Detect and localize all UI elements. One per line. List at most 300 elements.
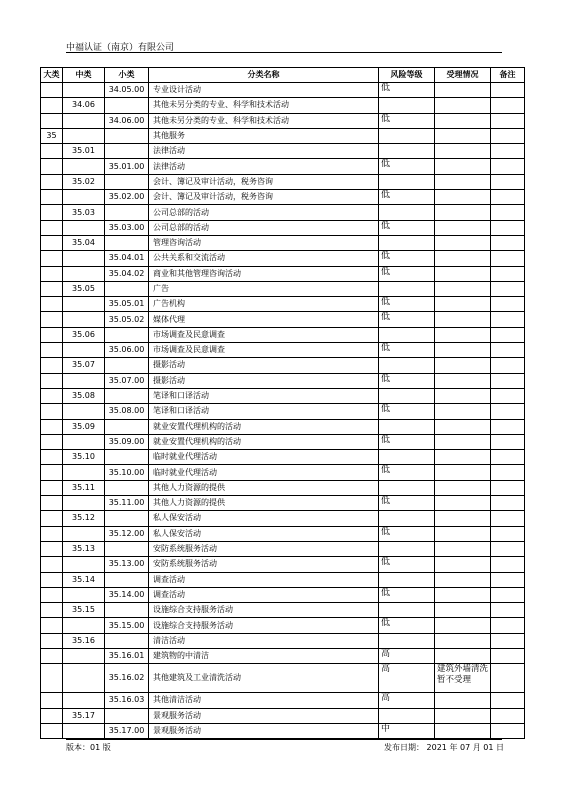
cell-minor-class: 34.06.00 bbox=[105, 113, 149, 128]
cell-major-class bbox=[41, 373, 63, 388]
column-header-risk: 风险等级 bbox=[379, 68, 435, 83]
cell-class-name: 其他未另分类的专业、科学和技术活动 bbox=[149, 113, 379, 128]
column-header-note: 备注 bbox=[491, 68, 525, 83]
cell-mid-class bbox=[63, 266, 105, 281]
cell-remark bbox=[491, 648, 525, 663]
cell-major-class bbox=[41, 693, 63, 708]
cell-mid-class bbox=[63, 297, 105, 312]
cell-major-class bbox=[41, 312, 63, 327]
cell-major-class bbox=[41, 419, 63, 434]
cell-risk-level bbox=[379, 450, 435, 465]
cell-mid-class bbox=[63, 587, 105, 602]
cell-acceptance-status bbox=[435, 159, 491, 174]
cell-risk-level bbox=[379, 358, 435, 373]
cell-major-class bbox=[41, 450, 63, 465]
cell-class-name: 调查活动 bbox=[149, 572, 379, 587]
cell-acceptance-status bbox=[435, 128, 491, 143]
cell-mid-class: 35.03 bbox=[63, 205, 105, 220]
cell-acceptance-status bbox=[435, 98, 491, 113]
table-row bbox=[41, 404, 525, 419]
cell-mid-class: 35.02 bbox=[63, 174, 105, 189]
cell-risk-level bbox=[379, 388, 435, 403]
cell-mid-class bbox=[63, 128, 105, 143]
cell-mid-class: 35.14 bbox=[63, 572, 105, 587]
cell-risk-level bbox=[379, 128, 435, 143]
cell-remark bbox=[491, 312, 525, 327]
cell-class-name: 商业和其他管理咨询活动 bbox=[149, 266, 379, 281]
cell-risk-level bbox=[379, 98, 435, 113]
cell-remark bbox=[491, 618, 525, 633]
cell-minor-class: 35.15.00 bbox=[105, 618, 149, 633]
cell-remark bbox=[491, 633, 525, 648]
cell-class-name: 摄影活动 bbox=[149, 373, 379, 388]
cell-class-name: 景观服务活动 bbox=[149, 708, 379, 723]
cell-major-class bbox=[41, 281, 63, 296]
cell-major-class: 35 bbox=[41, 128, 63, 143]
cell-risk-level: 低 bbox=[379, 618, 435, 633]
cell-remark bbox=[491, 708, 525, 723]
cell-risk-level: 低 bbox=[379, 159, 435, 174]
cell-class-name: 笔译和口译活动 bbox=[149, 404, 379, 419]
table-row bbox=[41, 723, 525, 738]
cell-acceptance-status bbox=[435, 312, 491, 327]
footer-divider bbox=[66, 739, 502, 740]
cell-major-class bbox=[41, 388, 63, 403]
cell-remark bbox=[491, 664, 525, 693]
cell-remark bbox=[491, 465, 525, 480]
cell-risk-level bbox=[379, 144, 435, 159]
cell-major-class bbox=[41, 572, 63, 587]
table-row bbox=[41, 373, 525, 388]
table-row bbox=[41, 327, 525, 342]
cell-risk-level: 低 bbox=[379, 266, 435, 281]
cell-minor-class: 35.12.00 bbox=[105, 526, 149, 541]
cell-major-class bbox=[41, 144, 63, 159]
cell-acceptance-status bbox=[435, 693, 491, 708]
cell-mid-class bbox=[63, 434, 105, 449]
cell-class-name: 就业安置代理机构的活动 bbox=[149, 419, 379, 434]
cell-minor-class: 35.05.02 bbox=[105, 312, 149, 327]
cell-minor-class: 35.16.01 bbox=[105, 648, 149, 663]
cell-major-class bbox=[41, 174, 63, 189]
table-row bbox=[41, 648, 525, 663]
column-header-name: 分类名称 bbox=[149, 68, 379, 83]
cell-minor-class: 35.11.00 bbox=[105, 496, 149, 511]
cell-minor-class: 35.04.01 bbox=[105, 251, 149, 266]
cell-minor-class bbox=[105, 144, 149, 159]
cell-remark bbox=[491, 404, 525, 419]
cell-risk-level: 低 bbox=[379, 434, 435, 449]
cell-class-name: 会计、簿记及审计活动，税务咨询 bbox=[149, 174, 379, 189]
table-row bbox=[41, 174, 525, 189]
cell-remark bbox=[491, 480, 525, 495]
cell-risk-level: 低 bbox=[379, 526, 435, 541]
table-row bbox=[41, 587, 525, 602]
cell-mid-class bbox=[63, 83, 105, 98]
table-row bbox=[41, 541, 525, 556]
table-row bbox=[41, 297, 525, 312]
cell-minor-class bbox=[105, 480, 149, 495]
cell-class-name: 市场调查及民意调查 bbox=[149, 327, 379, 342]
cell-risk-level bbox=[379, 480, 435, 495]
cell-major-class bbox=[41, 297, 63, 312]
cell-remark bbox=[491, 297, 525, 312]
cell-minor-class bbox=[105, 235, 149, 250]
cell-acceptance-status bbox=[435, 388, 491, 403]
cell-minor-class: 35.10.00 bbox=[105, 465, 149, 480]
cell-minor-class bbox=[105, 327, 149, 342]
column-header-status: 受理情况 bbox=[435, 68, 491, 83]
cell-minor-class bbox=[105, 419, 149, 434]
cell-remark bbox=[491, 693, 525, 708]
cell-minor-class: 35.14.00 bbox=[105, 587, 149, 602]
cell-remark bbox=[491, 266, 525, 281]
cell-remark bbox=[491, 450, 525, 465]
table-row bbox=[41, 526, 525, 541]
cell-minor-class: 34.05.00 bbox=[105, 83, 149, 98]
cell-minor-class: 35.08.00 bbox=[105, 404, 149, 419]
cell-acceptance-status bbox=[435, 496, 491, 511]
cell-remark bbox=[491, 235, 525, 250]
cell-remark bbox=[491, 541, 525, 556]
cell-acceptance-status bbox=[435, 450, 491, 465]
table-row bbox=[41, 693, 525, 708]
cell-minor-class bbox=[105, 98, 149, 113]
cell-mid-class bbox=[63, 618, 105, 633]
cell-remark bbox=[491, 557, 525, 572]
column-header-major: 大类 bbox=[41, 68, 63, 83]
cell-major-class bbox=[41, 205, 63, 220]
table-row bbox=[41, 113, 525, 128]
table-row bbox=[41, 708, 525, 723]
cell-minor-class: 35.01.00 bbox=[105, 159, 149, 174]
cell-class-name: 笔译和口译活动 bbox=[149, 388, 379, 403]
cell-mid-class: 35.07 bbox=[63, 358, 105, 373]
cell-risk-level: 低 bbox=[379, 496, 435, 511]
cell-major-class bbox=[41, 648, 63, 663]
cell-acceptance-status bbox=[435, 572, 491, 587]
table-header-row bbox=[41, 68, 525, 83]
cell-mid-class: 35.01 bbox=[63, 144, 105, 159]
cell-mid-class bbox=[63, 404, 105, 419]
cell-acceptance-status bbox=[435, 281, 491, 296]
cell-minor-class bbox=[105, 205, 149, 220]
cell-major-class bbox=[41, 235, 63, 250]
cell-class-name: 广告机构 bbox=[149, 297, 379, 312]
cell-acceptance-status bbox=[435, 266, 491, 281]
table-row bbox=[41, 235, 525, 250]
cell-major-class bbox=[41, 541, 63, 556]
cell-mid-class bbox=[63, 113, 105, 128]
cell-class-name: 市场调查及民意调查 bbox=[149, 343, 379, 358]
cell-acceptance-status bbox=[435, 113, 491, 128]
cell-acceptance-status bbox=[435, 190, 491, 205]
header-company-name: 中福认证（南京）有限公司 bbox=[66, 43, 175, 53]
cell-acceptance-status bbox=[435, 220, 491, 235]
cell-major-class bbox=[41, 113, 63, 128]
cell-acceptance-status bbox=[435, 723, 491, 738]
cell-acceptance-status bbox=[435, 297, 491, 312]
cell-remark bbox=[491, 572, 525, 587]
table-row bbox=[41, 664, 525, 693]
cell-acceptance-status bbox=[435, 557, 491, 572]
table-row bbox=[41, 144, 525, 159]
cell-minor-class: 35.13.00 bbox=[105, 557, 149, 572]
cell-minor-class: 35.05.01 bbox=[105, 297, 149, 312]
cell-remark bbox=[491, 496, 525, 511]
cell-class-name: 媒体代理 bbox=[149, 312, 379, 327]
cell-acceptance-status bbox=[435, 480, 491, 495]
footer-release-date: 发布日期： 2021 年 07 月 01 日 bbox=[384, 743, 504, 752]
cell-risk-level: 低 bbox=[379, 113, 435, 128]
table-row bbox=[41, 266, 525, 281]
cell-mid-class bbox=[63, 723, 105, 738]
cell-acceptance-status bbox=[435, 587, 491, 602]
cell-major-class bbox=[41, 526, 63, 541]
cell-risk-level: 低 bbox=[379, 557, 435, 572]
cell-minor-class: 35.06.00 bbox=[105, 343, 149, 358]
cell-class-name: 就业安置代理机构的活动 bbox=[149, 434, 379, 449]
cell-mid-class: 35.08 bbox=[63, 388, 105, 403]
cell-remark bbox=[491, 174, 525, 189]
cell-minor-class: 35.16.03 bbox=[105, 693, 149, 708]
classification-table bbox=[40, 67, 525, 739]
cell-class-name: 清洁活动 bbox=[149, 633, 379, 648]
cell-risk-level: 低 bbox=[379, 587, 435, 602]
cell-acceptance-status bbox=[435, 174, 491, 189]
cell-remark bbox=[491, 251, 525, 266]
cell-remark bbox=[491, 373, 525, 388]
cell-mid-class: 35.17 bbox=[63, 708, 105, 723]
cell-major-class bbox=[41, 327, 63, 342]
cell-acceptance-status bbox=[435, 327, 491, 342]
cell-risk-level bbox=[379, 511, 435, 526]
cell-mid-class: 35.09 bbox=[63, 419, 105, 434]
table-row bbox=[41, 633, 525, 648]
cell-class-name: 调查活动 bbox=[149, 587, 379, 602]
cell-acceptance-status bbox=[435, 419, 491, 434]
table-row bbox=[41, 312, 525, 327]
table-row bbox=[41, 511, 525, 526]
cell-mid-class: 35.10 bbox=[63, 450, 105, 465]
cell-minor-class: 35.17.00 bbox=[105, 723, 149, 738]
cell-acceptance-status bbox=[435, 603, 491, 618]
cell-mid-class: 35.06 bbox=[63, 327, 105, 342]
cell-mid-class bbox=[63, 693, 105, 708]
cell-risk-level: 低 bbox=[379, 373, 435, 388]
footer-version: 版本：01 版 bbox=[66, 743, 111, 752]
cell-minor-class bbox=[105, 603, 149, 618]
cell-acceptance-status bbox=[435, 465, 491, 480]
cell-mid-class bbox=[63, 220, 105, 235]
cell-remark bbox=[491, 159, 525, 174]
cell-remark bbox=[491, 587, 525, 602]
table-row bbox=[41, 419, 525, 434]
table-row bbox=[41, 358, 525, 373]
cell-class-name: 其他未另分类的专业、科学和技术活动 bbox=[149, 98, 379, 113]
cell-major-class bbox=[41, 664, 63, 693]
cell-class-name: 其他建筑及工业清洗活动 bbox=[149, 664, 379, 693]
cell-mid-class bbox=[63, 373, 105, 388]
cell-acceptance-status bbox=[435, 708, 491, 723]
cell-acceptance-status bbox=[435, 373, 491, 388]
table-row bbox=[41, 618, 525, 633]
cell-risk-level bbox=[379, 419, 435, 434]
cell-acceptance-status bbox=[435, 511, 491, 526]
cell-major-class bbox=[41, 633, 63, 648]
cell-minor-class: 35.02.00 bbox=[105, 190, 149, 205]
table-row bbox=[41, 603, 525, 618]
cell-major-class bbox=[41, 618, 63, 633]
cell-class-name: 会计、簿记及审计活动，税务咨询 bbox=[149, 190, 379, 205]
cell-remark bbox=[491, 358, 525, 373]
table-row bbox=[41, 572, 525, 587]
cell-minor-class: 35.07.00 bbox=[105, 373, 149, 388]
table-row bbox=[41, 465, 525, 480]
cell-mid-class bbox=[63, 190, 105, 205]
cell-mid-class: 35.05 bbox=[63, 281, 105, 296]
cell-risk-level: 高 bbox=[379, 648, 435, 663]
cell-mid-class: 35.16 bbox=[63, 633, 105, 648]
cell-class-name: 广告 bbox=[149, 281, 379, 296]
cell-class-name: 公共关系和交流活动 bbox=[149, 251, 379, 266]
cell-minor-class bbox=[105, 541, 149, 556]
cell-risk-level bbox=[379, 708, 435, 723]
cell-risk-level bbox=[379, 603, 435, 618]
cell-mid-class bbox=[63, 496, 105, 511]
cell-major-class bbox=[41, 434, 63, 449]
cell-class-name: 设施综合支持服务活动 bbox=[149, 618, 379, 633]
cell-mid-class bbox=[63, 343, 105, 358]
cell-minor-class bbox=[105, 281, 149, 296]
cell-minor-class bbox=[105, 388, 149, 403]
table-row bbox=[41, 205, 525, 220]
cell-class-name: 摄影活动 bbox=[149, 358, 379, 373]
cell-mid-class bbox=[63, 648, 105, 663]
cell-mid-class bbox=[63, 557, 105, 572]
cell-remark bbox=[491, 434, 525, 449]
cell-risk-level bbox=[379, 205, 435, 220]
cell-remark bbox=[491, 144, 525, 159]
table-body bbox=[41, 83, 525, 739]
cell-major-class bbox=[41, 511, 63, 526]
cell-remark bbox=[491, 83, 525, 98]
table-row bbox=[41, 159, 525, 174]
cell-class-name: 其他服务 bbox=[149, 128, 379, 143]
cell-minor-class: 35.09.00 bbox=[105, 434, 149, 449]
cell-remark bbox=[491, 205, 525, 220]
cell-acceptance-status bbox=[435, 144, 491, 159]
cell-minor-class bbox=[105, 450, 149, 465]
cell-risk-level: 低 bbox=[379, 404, 435, 419]
cell-acceptance-status bbox=[435, 343, 491, 358]
cell-acceptance-status bbox=[435, 358, 491, 373]
cell-risk-level: 高 bbox=[379, 693, 435, 708]
cell-remark bbox=[491, 388, 525, 403]
cell-major-class bbox=[41, 343, 63, 358]
cell-risk-level bbox=[379, 327, 435, 342]
cell-minor-class bbox=[105, 128, 149, 143]
cell-major-class bbox=[41, 465, 63, 480]
cell-mid-class: 35.11 bbox=[63, 480, 105, 495]
cell-major-class bbox=[41, 266, 63, 281]
cell-risk-level bbox=[379, 281, 435, 296]
cell-major-class bbox=[41, 587, 63, 602]
cell-mid-class: 35.04 bbox=[63, 235, 105, 250]
cell-remark bbox=[491, 98, 525, 113]
cell-minor-class bbox=[105, 572, 149, 587]
cell-acceptance-status bbox=[435, 618, 491, 633]
table-row bbox=[41, 128, 525, 143]
table-row bbox=[41, 220, 525, 235]
cell-class-name: 公司总部的活动 bbox=[149, 205, 379, 220]
table-row bbox=[41, 450, 525, 465]
cell-acceptance-status: 建筑外墙清洗暂不受理 bbox=[435, 664, 491, 693]
cell-risk-level: 低 bbox=[379, 83, 435, 98]
cell-minor-class bbox=[105, 708, 149, 723]
cell-major-class bbox=[41, 708, 63, 723]
cell-minor-class bbox=[105, 511, 149, 526]
column-header-mid: 中类 bbox=[63, 68, 105, 83]
cell-risk-level bbox=[379, 174, 435, 189]
cell-major-class bbox=[41, 190, 63, 205]
cell-acceptance-status bbox=[435, 541, 491, 556]
cell-major-class bbox=[41, 83, 63, 98]
cell-remark bbox=[491, 128, 525, 143]
cell-major-class bbox=[41, 159, 63, 174]
cell-risk-level bbox=[379, 235, 435, 250]
cell-risk-level: 低 bbox=[379, 343, 435, 358]
cell-major-class bbox=[41, 251, 63, 266]
cell-acceptance-status bbox=[435, 648, 491, 663]
header-divider bbox=[66, 52, 502, 53]
cell-minor-class bbox=[105, 358, 149, 373]
cell-class-name: 其他人力资源的提供 bbox=[149, 480, 379, 495]
cell-major-class bbox=[41, 557, 63, 572]
cell-acceptance-status bbox=[435, 404, 491, 419]
cell-class-name: 私人保安活动 bbox=[149, 511, 379, 526]
cell-mid-class bbox=[63, 312, 105, 327]
table-row bbox=[41, 557, 525, 572]
cell-mid-class bbox=[63, 664, 105, 693]
cell-remark bbox=[491, 327, 525, 342]
cell-class-name: 专业设计活动 bbox=[149, 83, 379, 98]
cell-risk-level: 高 bbox=[379, 664, 435, 693]
cell-remark bbox=[491, 113, 525, 128]
cell-major-class bbox=[41, 220, 63, 235]
cell-class-name: 法律活动 bbox=[149, 159, 379, 174]
cell-class-name: 临时就业代理活动 bbox=[149, 465, 379, 480]
cell-class-name: 建筑物的中清洁 bbox=[149, 648, 379, 663]
cell-minor-class: 35.16.02 bbox=[105, 664, 149, 693]
column-header-minor: 小类 bbox=[105, 68, 149, 83]
cell-remark bbox=[491, 220, 525, 235]
cell-class-name: 景观服务活动 bbox=[149, 723, 379, 738]
cell-class-name: 其他清洁活动 bbox=[149, 693, 379, 708]
cell-major-class bbox=[41, 603, 63, 618]
cell-remark bbox=[491, 343, 525, 358]
cell-class-name: 设施综合支持服务活动 bbox=[149, 603, 379, 618]
cell-mid-class bbox=[63, 526, 105, 541]
cell-acceptance-status bbox=[435, 526, 491, 541]
cell-acceptance-status bbox=[435, 205, 491, 220]
table-row bbox=[41, 434, 525, 449]
cell-remark bbox=[491, 419, 525, 434]
table-row bbox=[41, 343, 525, 358]
cell-class-name: 私人保安活动 bbox=[149, 526, 379, 541]
cell-mid-class: 35.12 bbox=[63, 511, 105, 526]
cell-class-name: 安防系统服务活动 bbox=[149, 557, 379, 572]
